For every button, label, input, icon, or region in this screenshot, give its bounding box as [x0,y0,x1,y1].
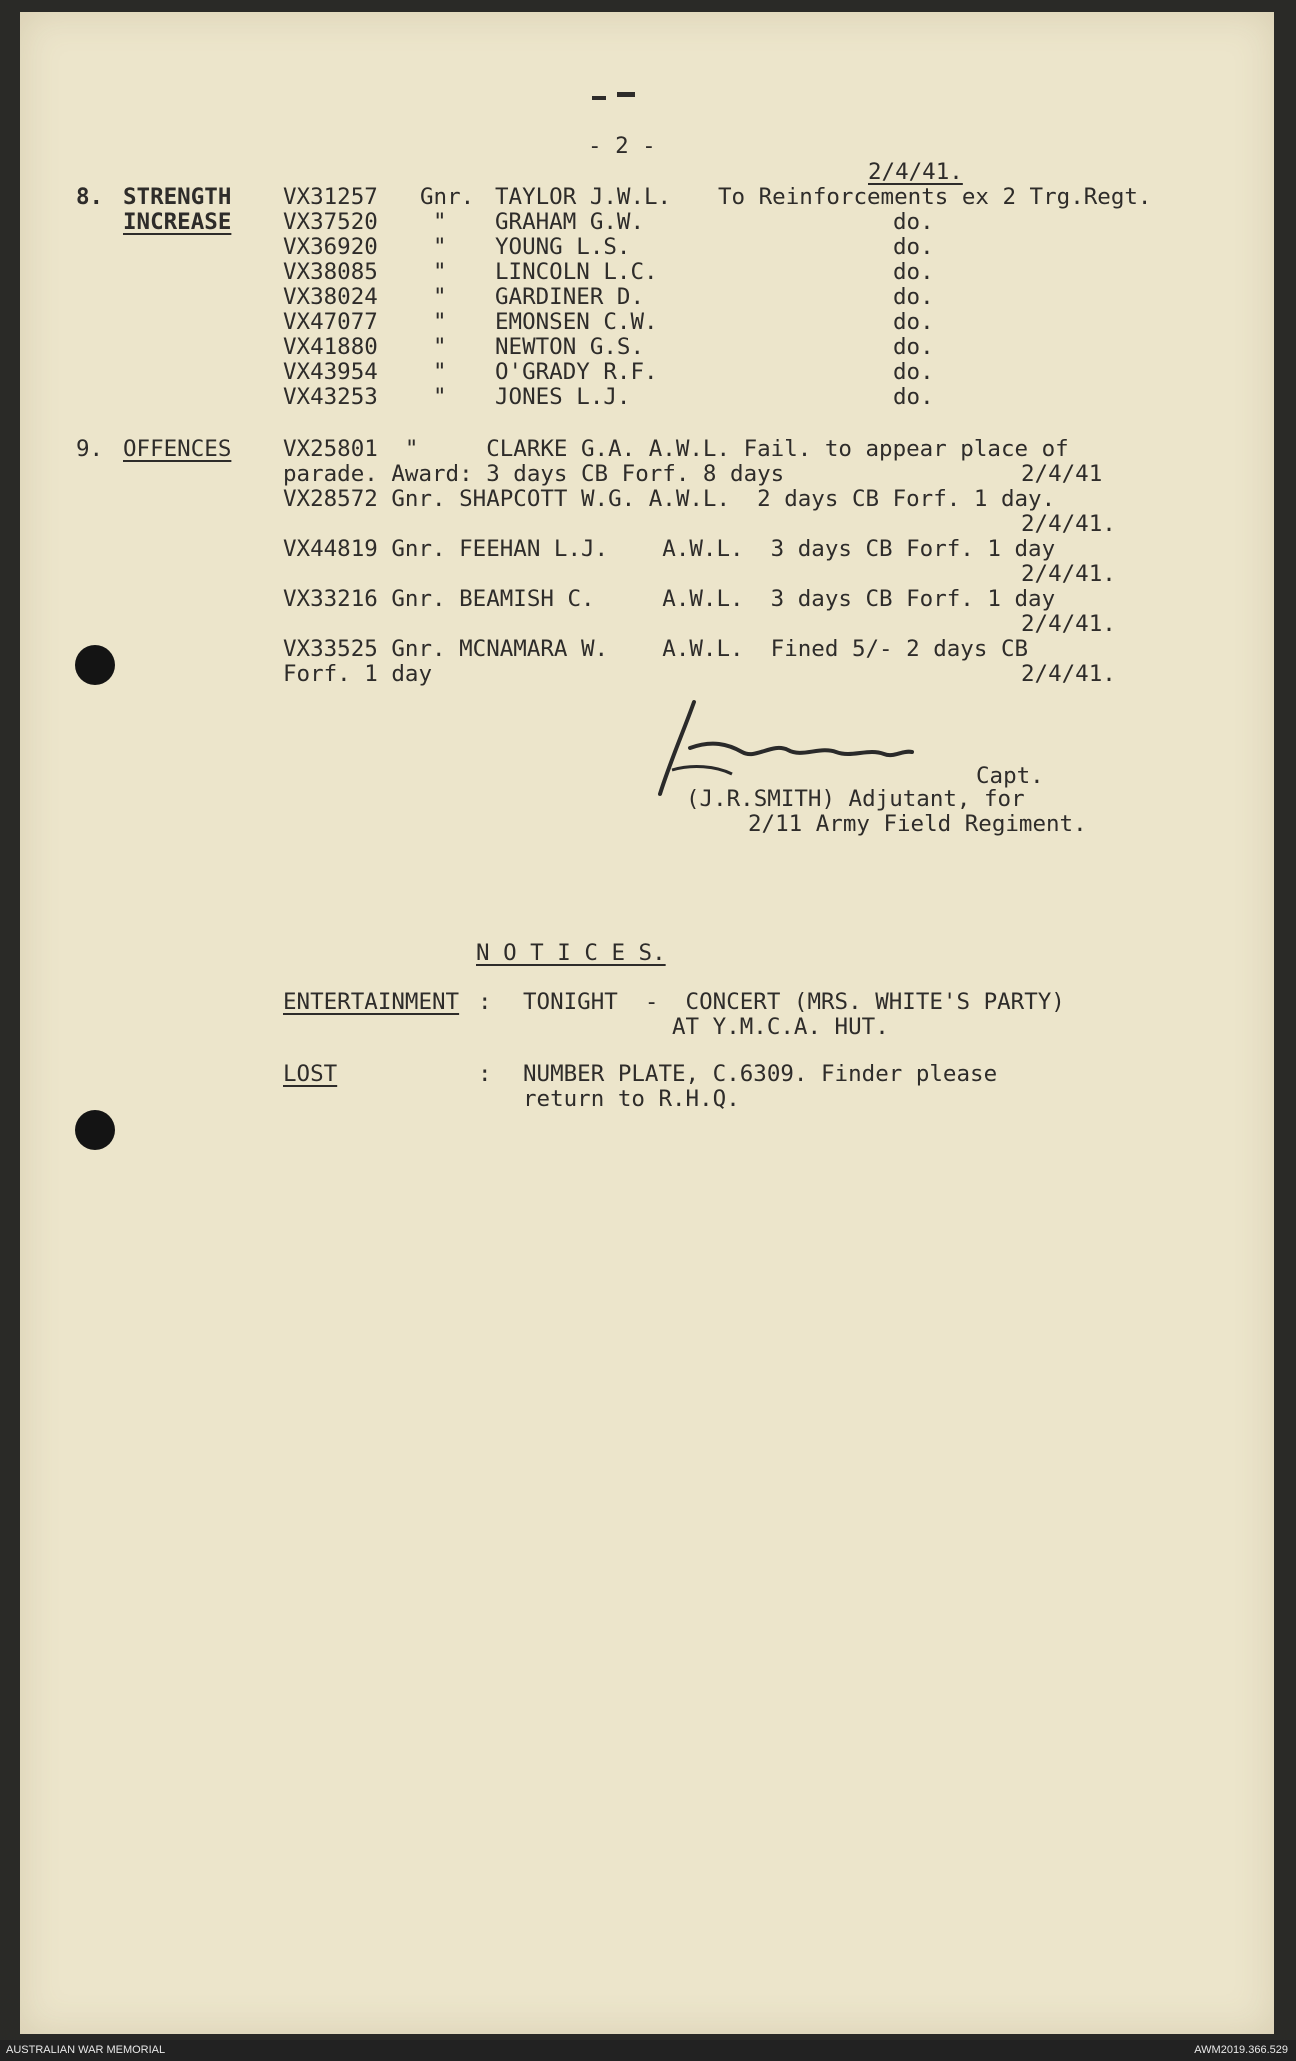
footer-reference: AWM2019.366.529 [1194,2044,1288,2056]
offence-line: VX33216 Gnr. BEAMISH C. A.W.L. 3 days CB Forf. 1 day [283,586,1056,612]
section9-number: 9. [76,436,104,462]
offence-line: VX33525 Gnr. MCNAMARA W. A.W.L. Fined 5/- 2 days CB [283,636,1029,662]
archive-footer [0,2040,1296,2061]
service-number: VX31257 [283,184,378,210]
rank: " [433,284,447,310]
soldier-name: YOUNG L.S. [495,234,631,260]
service-number: VX41880 [283,334,378,360]
notice-label-lost: LOST [283,1061,338,1087]
offence-date: 2/4/41. [1021,511,1116,537]
posting-detail: do. [893,384,934,410]
offence-line: VX44819 Gnr. FEEHAN L.J. A.W.L. 3 days CB Forf. 1 day [283,536,1056,562]
top-dash-mark [617,92,635,97]
rank: Gnr. [420,184,475,210]
notice-text: TONIGHT - CONCERT (MRS. WHITE'S PARTY) [523,989,1065,1015]
offence-date: 2/4/41. [1021,661,1116,687]
service-number: VX36920 [283,234,378,260]
service-number: VX47077 [283,309,378,335]
section8-heading: INCREASE [123,209,232,235]
rank: " [433,384,447,410]
signature-line1: (J.R.SMITH) Adjutant, for [686,786,1025,812]
offence-line: Forf. 1 day [283,661,433,687]
soldier-name: O'GRADY R.F. [495,359,658,385]
posting-detail: do. [893,234,934,260]
soldier-name: TAYLOR J.W.L. [495,184,672,210]
soldier-name: NEWTON G.S. [495,334,645,360]
notice-label-entertainment: ENTERTAINMENT [283,989,460,1015]
punch-hole [75,645,115,685]
soldier-name: GARDINER D. [495,284,645,310]
footer-institution: AUSTRALIAN WAR MEMORIAL [6,2044,166,2056]
offence-date: 2/4/41 [1021,461,1103,487]
rank: " [433,209,447,235]
document-page [20,12,1274,2034]
service-number: VX43253 [283,384,378,410]
date-heading: 2/4/41. [868,159,963,185]
posting-detail: do. [893,334,934,360]
notice-text: return to R.H.Q. [523,1086,740,1112]
section9-heading: OFFENCES [123,436,232,462]
soldier-name: JONES L.J. [495,384,631,410]
rank: " [433,259,447,285]
posting-detail: do. [893,284,934,310]
service-number: VX37520 [283,209,378,235]
service-number: VX38024 [283,284,378,310]
punch-hole [75,1110,115,1150]
rank: " [433,334,447,360]
service-number: VX38085 [283,259,378,285]
soldier-name: EMONSEN C.W. [495,309,658,335]
top-dash-mark [592,96,606,100]
offence-date: 2/4/41. [1021,611,1116,637]
posting-detail: do. [893,309,934,335]
notice-separator: : [478,1061,492,1087]
offence-line: VX28572 Gnr. SHAPCOTT W.G. A.W.L. 2 days CB Forf. 1 day. [283,486,1056,512]
section8-number: 8. [76,184,104,210]
rank: " [433,234,447,260]
notices-heading: N O T I C E S. [476,940,666,966]
rank: " [433,359,447,385]
service-number: VX43954 [283,359,378,385]
page-number: - 2 - [588,133,656,159]
signature-line2: 2/11 Army Field Regiment. [748,811,1087,837]
notice-separator: : [478,989,492,1015]
notice-text: AT Y.M.C.A. HUT. [523,1014,889,1040]
posting-detail: do. [893,209,934,235]
offence-line: VX25801 " CLARKE G.A. A.W.L. Fail. to appear place of [283,436,1069,462]
rank: " [433,309,447,335]
soldier-name: GRAHAM G.W. [495,209,645,235]
soldier-name: LINCOLN L.C. [495,259,658,285]
signature-rank: Capt. [976,763,1044,789]
posting-detail: To Reinforcements ex 2 Trg.Regt. [718,184,1152,210]
offence-line: parade. Award: 3 days CB Forf. 8 days [283,461,785,487]
posting-detail: do. [893,359,934,385]
offence-date: 2/4/41. [1021,561,1116,587]
section8-heading: STRENGTH [123,184,232,210]
notice-text: NUMBER PLATE, C.6309. Finder please [523,1061,998,1087]
posting-detail: do. [893,259,934,285]
